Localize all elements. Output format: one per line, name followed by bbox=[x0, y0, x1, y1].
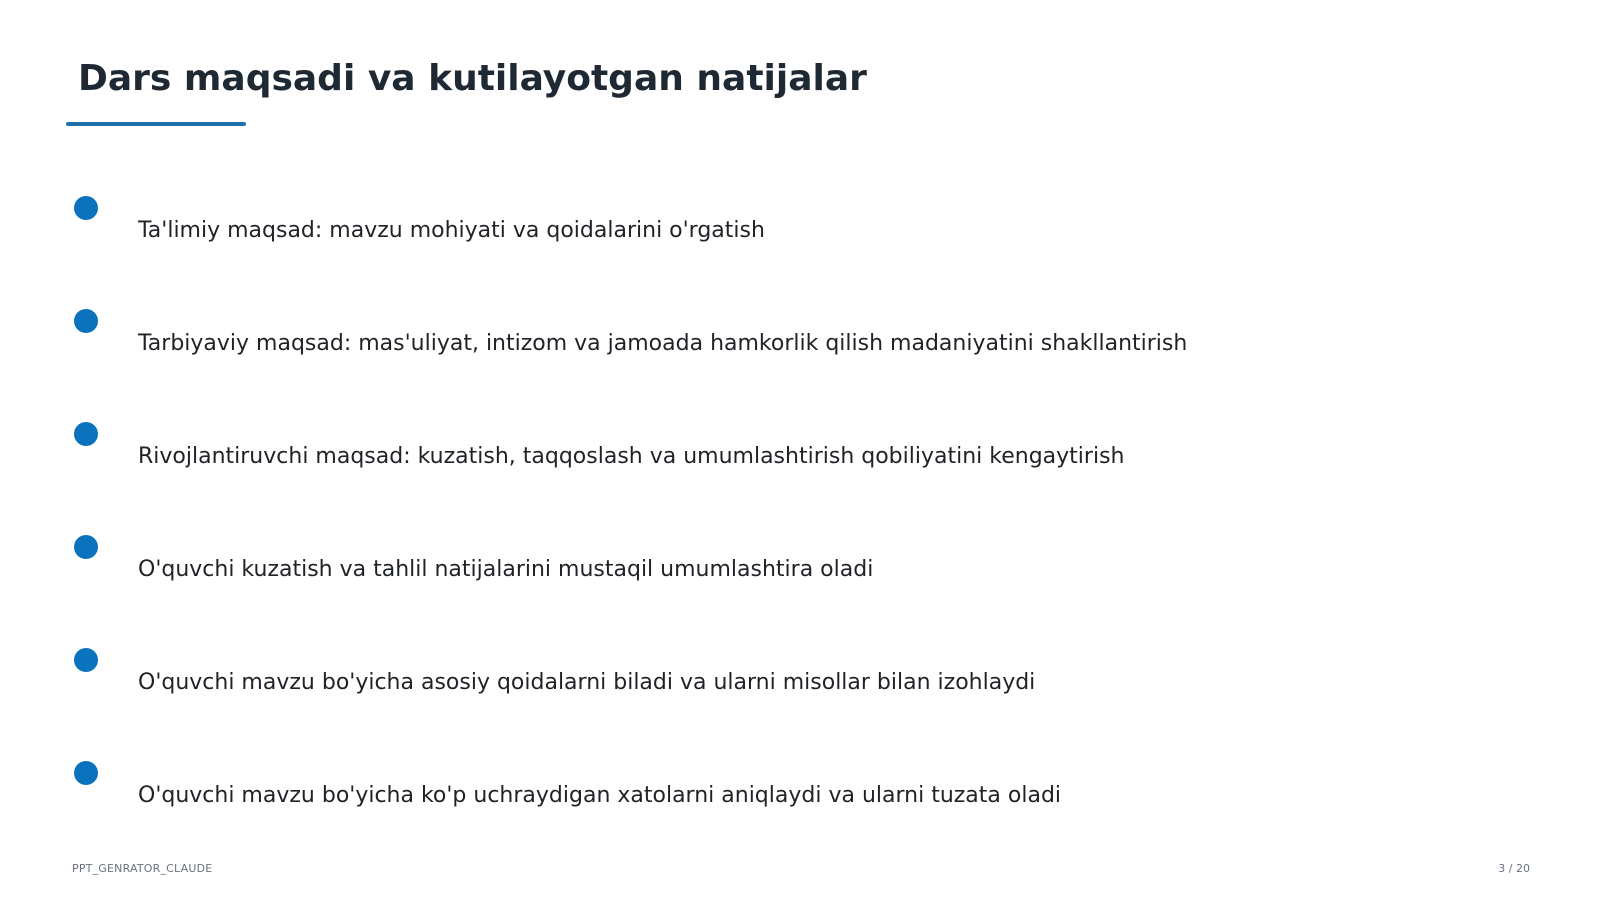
page-indicator: 3 / 20 bbox=[1498, 862, 1530, 875]
list-item bbox=[0, 196, 1600, 276]
bullet-dot-icon bbox=[74, 422, 98, 446]
list-item bbox=[0, 535, 1600, 615]
bullet-dot-icon bbox=[74, 309, 98, 333]
list-item-text: Ta'limiy maqsad: mavzu mohiyati va qoidalarini o'rgatish bbox=[138, 218, 765, 243]
bullet-dot-icon bbox=[74, 196, 98, 220]
list-item-text: O'quvchi mavzu bo'yicha asosiy qoidalarni biladi va ularni misollar bilan izohlaydi bbox=[138, 670, 1036, 695]
list-item-text: Rivojlantiruvchi maqsad: kuzatish, taqqoslash va umumlashtirish qobiliyatini kengaytirish bbox=[138, 444, 1125, 469]
bullet-dot-icon bbox=[74, 535, 98, 559]
list-item bbox=[0, 309, 1600, 389]
list-item bbox=[0, 422, 1600, 502]
footer-generator-label: PPT_GENRATOR_CLAUDE bbox=[72, 862, 213, 875]
list-item bbox=[0, 648, 1600, 728]
list-item-text: O'quvchi kuzatish va tahlil natijalarini mustaqil umumlashtira oladi bbox=[138, 557, 874, 582]
bullet-dot-icon bbox=[74, 648, 98, 672]
bullet-dot-icon bbox=[74, 761, 98, 785]
list-item-text: O'quvchi mavzu bo'yicha ko'p uchraydigan xatolarni aniqlaydi va ularni tuzata oladi bbox=[138, 783, 1062, 808]
list-item bbox=[0, 761, 1600, 841]
slide-title: Dars maqsadi va kutilayotgan natijalar bbox=[78, 58, 867, 99]
list-item-text: Tarbiyaviy maqsad: mas'uliyat, intizom va jamoada hamkorlik qilish madaniyatini shakllantirish bbox=[138, 331, 1188, 356]
